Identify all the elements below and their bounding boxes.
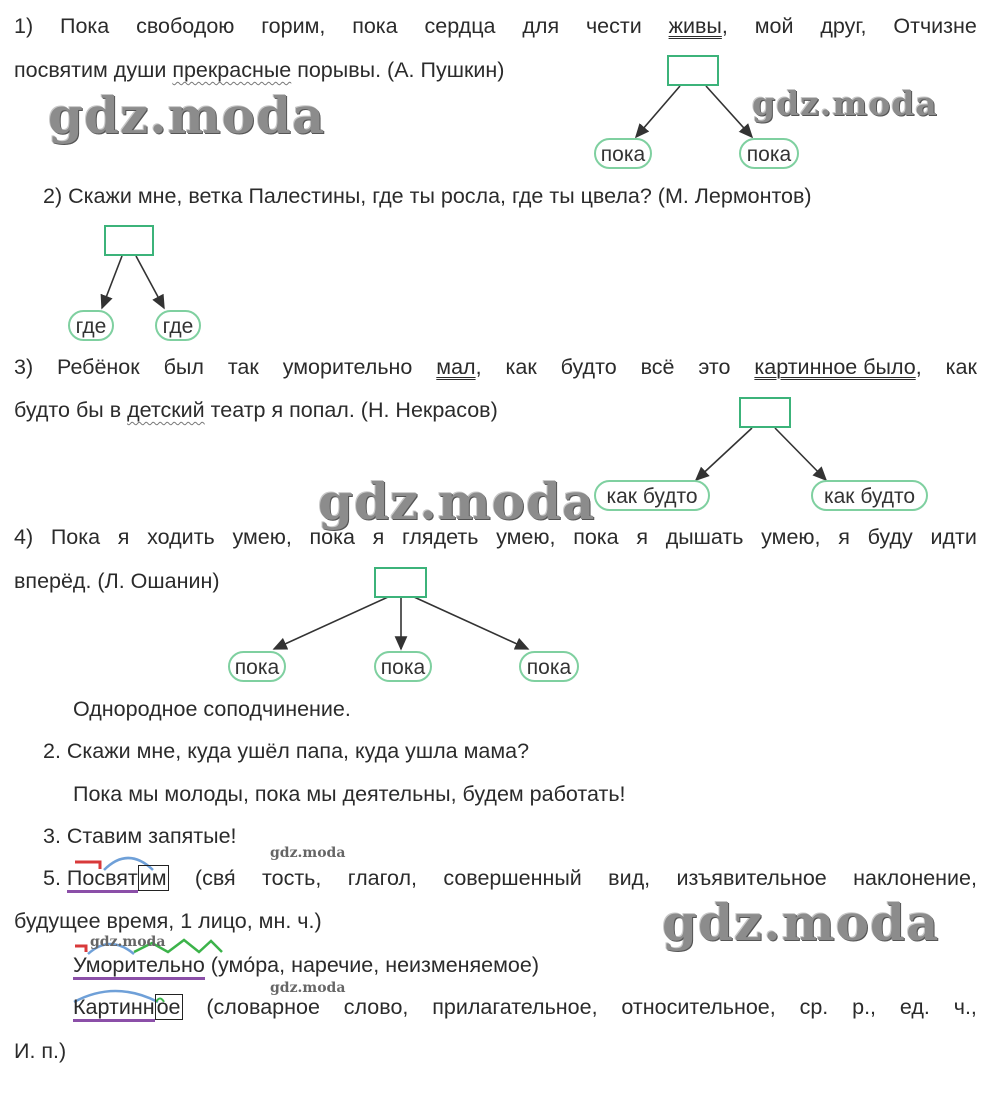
- sentence-4-line-1: 4) Пока я ходить умею, пока я глядеть умею, пока я дышать умею, я буду идти: [14, 525, 977, 549]
- diagram-3-main-box: [739, 397, 791, 428]
- predicate-underline: живы: [668, 14, 722, 38]
- word-stem: Посвят: [67, 866, 138, 893]
- watermark: gdz.moda: [270, 980, 346, 996]
- diagram-4-node: пока: [228, 651, 286, 682]
- diagram-4-node: пока: [519, 651, 579, 682]
- sentence-3-line-2: будто бы в детский театр я попал. (Н. Некрасов): [14, 398, 498, 422]
- task-5-line-1: 5. Посвятим (свя тость, глагол, совершенный вид, изъявительное наклонение,: [43, 864, 977, 892]
- task-3: 3. Ставим запятые!: [43, 824, 237, 848]
- sentence-3-line-1: 3) Ребёнок был так уморительно мал, как будто всё это картинное было, как: [14, 355, 977, 379]
- task-5-line-2: будущее время, 1 лицо, мн. ч.): [14, 909, 322, 933]
- word-stem: Картинн: [73, 995, 155, 1022]
- sentence-4-line-2: вперёд. (Л. Ошанин): [14, 569, 220, 593]
- sentence-1-line-1: 1) Пока свободою горим, пока сердца для чести живы, мой друг, Отчизне: [14, 14, 977, 38]
- word-stem: Уморительно: [73, 953, 205, 980]
- sentence-1-line-2: посвятим души прекрасные порывы. (А. Пушкин): [14, 58, 505, 82]
- diagram-1-node: пока: [739, 138, 799, 169]
- diagram-4-node: пока: [374, 651, 432, 682]
- task-5-word-2: Уморительно (умо́ра, наречие, неизменяемое): [73, 951, 989, 979]
- sentence-2: 2) Скажи мне, ветка Палестины, где ты росла, где ты цвела? (М. Лермонтов): [43, 184, 812, 208]
- watermark: gdz.moda: [48, 86, 326, 145]
- diagram-3-node: как будто: [811, 480, 928, 511]
- diagram-2-node: где: [68, 310, 114, 341]
- task-5-word-3-line-2: И. п.): [14, 1039, 67, 1063]
- homogeneous-answer: Однородное соподчинение.: [73, 697, 351, 721]
- task-5-word-3: Картинное (словарное слово, прилагательное, относительное, ср. р., ед. ч.,: [73, 993, 977, 1021]
- task-2-line-1: 2. Скажи мне, куда ушёл папа, куда ушла мама?: [43, 739, 530, 763]
- diagram-4-main-box: [374, 567, 427, 598]
- diagram-3-node: как будто: [594, 480, 710, 511]
- diagram-1-node: пока: [594, 138, 652, 169]
- word-ending: ое: [156, 995, 181, 1019]
- watermark: gdz.moda: [662, 893, 940, 952]
- word-ending: им: [139, 866, 167, 890]
- watermark: gdz.moda: [318, 472, 596, 531]
- watermark: gdz.moda: [752, 84, 938, 123]
- watermark: gdz.moda: [270, 845, 346, 861]
- diagram-1-main-box: [667, 55, 719, 86]
- diagram-2-main-box: [104, 225, 154, 256]
- task-2-line-2: Пока мы молоды, пока мы деятельны, будем работать!: [73, 782, 626, 806]
- diagram-2-node: где: [155, 310, 201, 341]
- watermark: gdz.moda: [90, 934, 166, 950]
